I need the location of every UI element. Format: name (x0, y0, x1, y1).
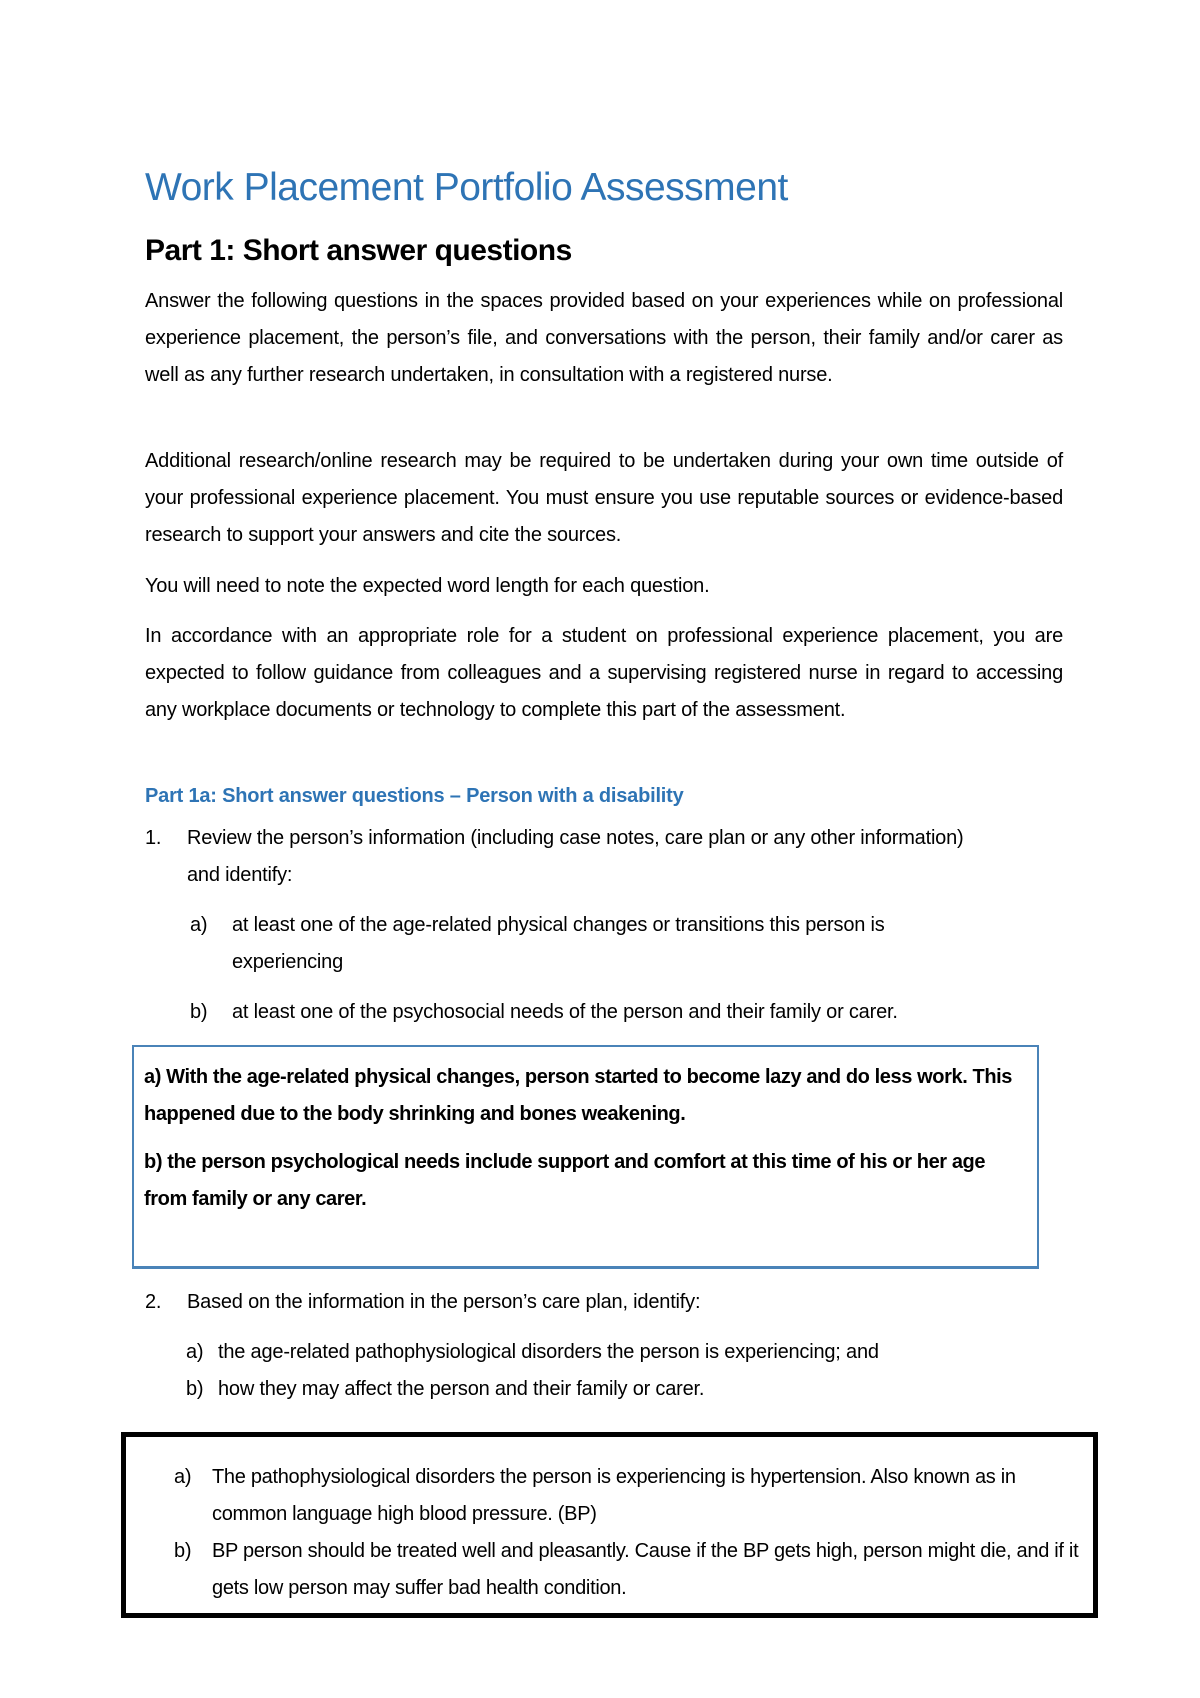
guidance-paragraph: In accordance with an appropriate role for a student on professional experience placement, you are expected to follow guidance from colleagues and a supervising registered nurse in regard to accessing any workplace documents or technology to complete this part of the assessment. (145, 625, 1063, 721)
question-1a (190, 907, 980, 981)
question-1b (190, 994, 1050, 1031)
question-2b (186, 1371, 1066, 1408)
research-paragraph: Additional research/online research may be required to be undertaken during your own time outside of your professional experience placement. You must ensure you use reputable sources or evidence-based research to support your answers and cite the sources. (145, 450, 1063, 546)
word-length-paragraph: You will need to note the expected word length for each question. (145, 575, 710, 597)
item-label: b) (174, 1540, 192, 1562)
item-text: The pathophysiological disorders the person is experiencing is hypertension. Also known as in common language high blood pressure. (BP) (212, 1466, 1016, 1525)
part1a-heading: Part 1a: Short answer questions – Person with a disability (145, 785, 684, 807)
item-label: a) (174, 1466, 192, 1488)
question-1 (145, 820, 965, 894)
question-text: Based on the information in the person’s care plan, identify: (187, 1291, 701, 1313)
question-number: 1. (145, 827, 162, 849)
answer-box-2[interactable] (121, 1432, 1098, 1618)
answer-box-1[interactable] (132, 1045, 1039, 1269)
question-text: Review the person’s information (including case notes, care plan or any other information) and identify: (187, 827, 964, 886)
item-label: b) (186, 1378, 204, 1400)
question-2 (145, 1284, 1063, 1321)
item-text: the age-related pathophysiological disorders the person is experiencing; and (218, 1341, 879, 1363)
question-2a (186, 1334, 1066, 1371)
item-label: b) (190, 1001, 208, 1023)
part1-heading: Part 1: Short answer questions (145, 234, 572, 267)
answer-2a (174, 1459, 1079, 1533)
item-label: a) (186, 1341, 204, 1363)
answer-1b: b) the person psychological needs include support and comfort at this time of his or her age from family or any carer. (144, 1151, 986, 1210)
item-label: a) (190, 914, 208, 936)
item-text: at least one of the age-related physical changes or transitions this person is experiencing (232, 914, 885, 973)
item-text: how they may affect the person and their family or carer. (218, 1378, 705, 1400)
answer-1a: a) With the age-related physical changes, person started to become lazy and do less work. This happened due to the body shrinking and bones weakening. (144, 1066, 1013, 1125)
item-text: BP person should be treated well and pleasantly. Cause if the BP gets high, person might die, and if it gets low person may suffer bad health condition. (212, 1540, 1079, 1599)
question-number: 2. (145, 1291, 162, 1313)
answer-2b (174, 1533, 1079, 1607)
document-title: Work Placement Portfolio Assessment (145, 166, 788, 209)
intro-paragraph: Answer the following questions in the spaces provided based on your experiences while on professional experience placement, the person’s file, and conversations with the person, their family and/or carer as well as any further research undertaken, in consultation with a registered nurse. (145, 290, 1063, 386)
item-text: at least one of the psychosocial needs of the person and their family or carer. (232, 1001, 898, 1023)
